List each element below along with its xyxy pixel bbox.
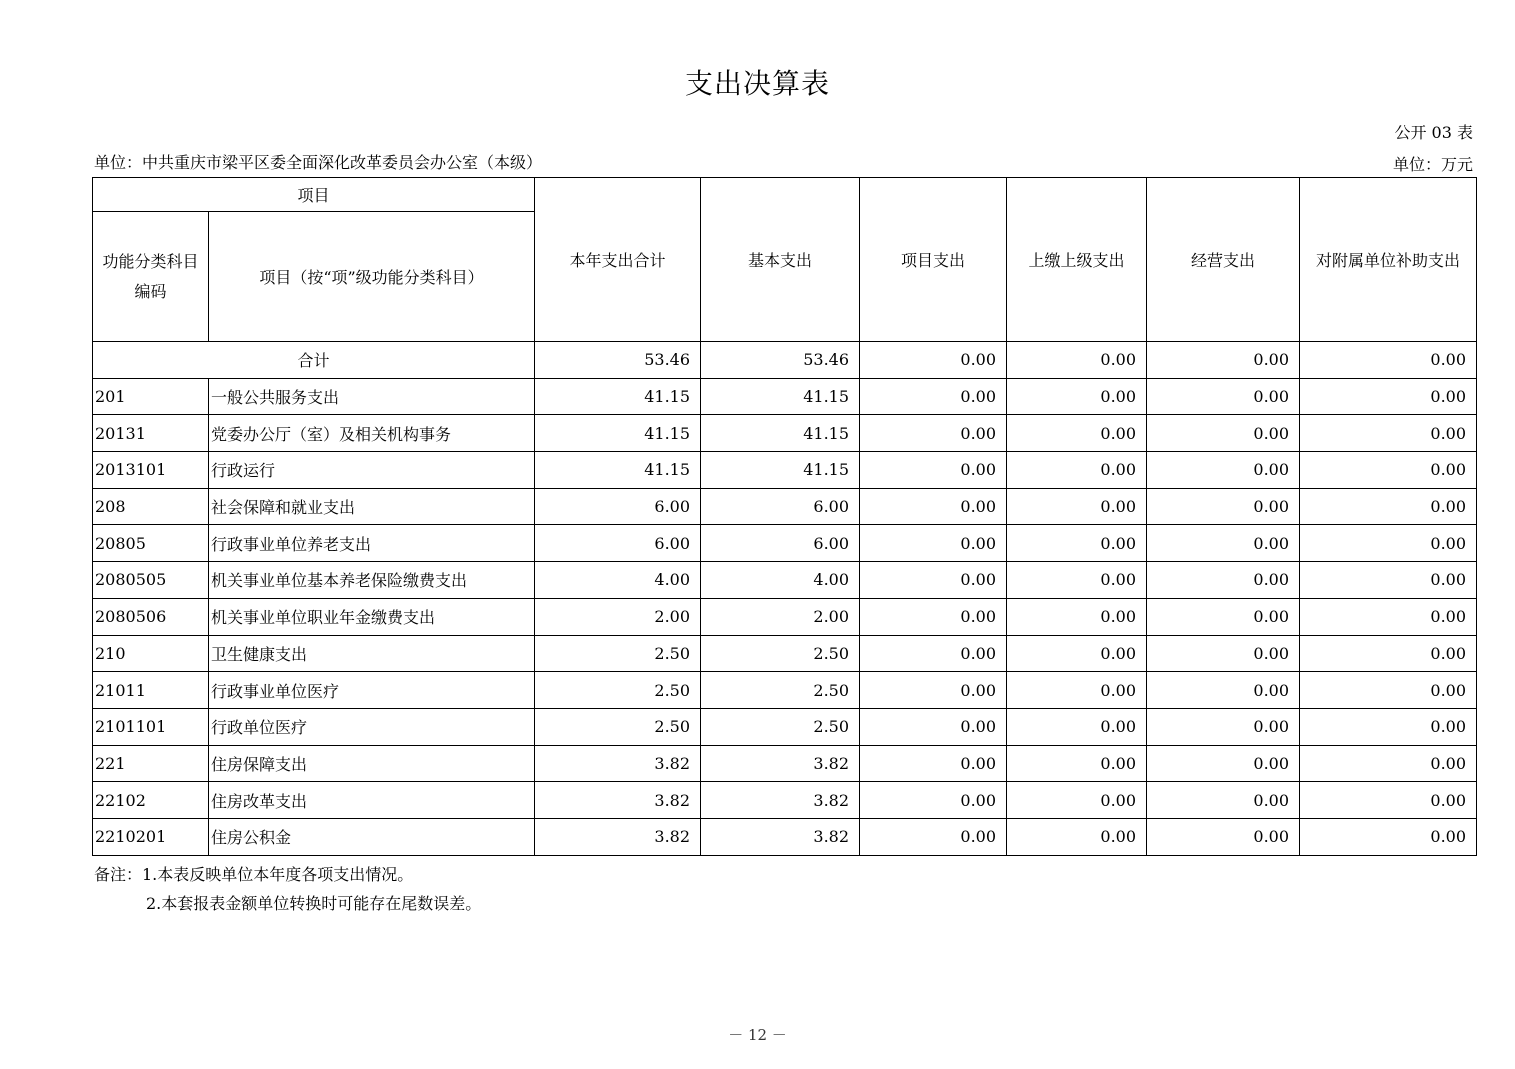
row-name: 住房保障支出 (209, 745, 535, 782)
row-code: 221 (93, 745, 209, 782)
table-row (93, 415, 1477, 452)
row-value: 4.00 (535, 562, 701, 599)
table-row (93, 488, 1477, 525)
row-value: 0.00 (1147, 672, 1300, 709)
row-code: 22102 (93, 782, 209, 819)
row-value: 0.00 (1300, 598, 1477, 635)
row-name: 住房改革支出 (209, 782, 535, 819)
row-value: 6.00 (535, 488, 701, 525)
row-code: 21011 (93, 672, 209, 709)
row-value: 3.82 (701, 818, 860, 855)
row-value: 0.00 (860, 818, 1007, 855)
expenditure-table (92, 177, 1477, 856)
total-value: 53.46 (701, 342, 860, 379)
row-value: 0.00 (1147, 818, 1300, 855)
row-value: 0.00 (1147, 488, 1300, 525)
row-value: 0.00 (1007, 562, 1147, 599)
row-value: 0.00 (1300, 525, 1477, 562)
row-name: 卫生健康支出 (209, 635, 535, 672)
notes (94, 860, 481, 918)
row-value: 0.00 (1300, 635, 1477, 672)
row-value: 0.00 (1147, 525, 1300, 562)
header-total: 本年支出合计 (535, 178, 701, 342)
header-subsidy: 对附属单位补助支出 (1300, 178, 1477, 342)
row-value: 0.00 (1147, 562, 1300, 599)
row-name: 住房公积金 (209, 818, 535, 855)
row-code: 2080506 (93, 598, 209, 635)
row-value: 0.00 (1300, 378, 1477, 415)
row-value: 0.00 (860, 782, 1007, 819)
row-value: 0.00 (860, 562, 1007, 599)
unit-organization: 单位：中共重庆市梁平区委全面深化改革委员会办公室（本级） (94, 153, 543, 172)
row-code: 20805 (93, 525, 209, 562)
row-value: 0.00 (860, 635, 1007, 672)
row-value: 6.00 (701, 488, 860, 525)
row-name: 行政事业单位医疗 (209, 672, 535, 709)
row-value: 2.50 (701, 635, 860, 672)
row-value: 0.00 (1147, 782, 1300, 819)
table-row (93, 672, 1477, 709)
row-code: 20131 (93, 415, 209, 452)
row-value: 6.00 (535, 525, 701, 562)
row-value: 3.82 (701, 745, 860, 782)
header-project: 项目 (93, 178, 535, 212)
row-name: 行政事业单位养老支出 (209, 525, 535, 562)
row-value: 0.00 (1300, 745, 1477, 782)
row-value: 0.00 (1007, 415, 1147, 452)
row-name: 社会保障和就业支出 (209, 488, 535, 525)
total-value: 53.46 (535, 342, 701, 379)
table-row (93, 818, 1477, 855)
row-value: 4.00 (701, 562, 860, 599)
row-value: 0.00 (1300, 672, 1477, 709)
row-name: 行政运行 (209, 452, 535, 489)
form-number: 公开 03 表 (1394, 123, 1473, 142)
row-value: 41.15 (535, 378, 701, 415)
page-number: － 12 － (728, 1026, 787, 1044)
table-row (93, 598, 1477, 635)
row-code: 2210201 (93, 818, 209, 855)
total-label: 合计 (93, 342, 535, 379)
row-name: 行政单位医疗 (209, 708, 535, 745)
row-value: 0.00 (1007, 672, 1147, 709)
row-value: 3.82 (701, 782, 860, 819)
total-value: 0.00 (1007, 342, 1147, 379)
page-title: 支出决算表 (684, 67, 830, 100)
table-row (93, 525, 1477, 562)
row-value: 6.00 (701, 525, 860, 562)
row-value: 3.82 (535, 745, 701, 782)
row-value: 0.00 (1147, 598, 1300, 635)
row-value: 0.00 (860, 525, 1007, 562)
row-value: 0.00 (1300, 452, 1477, 489)
row-value: 0.00 (860, 745, 1007, 782)
table-row (93, 378, 1477, 415)
row-code: 2101101 (93, 708, 209, 745)
header-basic: 基本支出 (701, 178, 860, 342)
total-value: 0.00 (1147, 342, 1300, 379)
row-value: 0.00 (1300, 818, 1477, 855)
total-value: 0.00 (860, 342, 1007, 379)
header-code: 功能分类科目编码 (93, 212, 209, 342)
row-value: 0.00 (1300, 782, 1477, 819)
row-value: 0.00 (860, 452, 1007, 489)
row-value: 0.00 (1007, 598, 1147, 635)
row-value: 2.50 (535, 635, 701, 672)
total-value: 0.00 (1300, 342, 1477, 379)
total-row (93, 342, 1477, 379)
row-value: 0.00 (1300, 415, 1477, 452)
row-code: 2013101 (93, 452, 209, 489)
row-value: 41.15 (701, 415, 860, 452)
row-value: 0.00 (1007, 452, 1147, 489)
row-value: 0.00 (860, 598, 1007, 635)
row-value: 0.00 (860, 672, 1007, 709)
row-code: 210 (93, 635, 209, 672)
row-value: 2.50 (701, 672, 860, 709)
row-value: 2.50 (535, 708, 701, 745)
row-value: 2.00 (701, 598, 860, 635)
row-value: 0.00 (860, 708, 1007, 745)
row-value: 41.15 (535, 452, 701, 489)
header-business: 经营支出 (1147, 178, 1300, 342)
row-value: 0.00 (1300, 488, 1477, 525)
row-value: 0.00 (1147, 378, 1300, 415)
row-value: 2.00 (535, 598, 701, 635)
row-value: 0.00 (1007, 818, 1147, 855)
row-code: 2080505 (93, 562, 209, 599)
row-code: 201 (93, 378, 209, 415)
row-value: 41.15 (701, 452, 860, 489)
row-value: 0.00 (1007, 708, 1147, 745)
table-row (93, 708, 1477, 745)
table-row (93, 745, 1477, 782)
row-value: 0.00 (1007, 745, 1147, 782)
table-row (93, 782, 1477, 819)
row-value: 0.00 (1007, 378, 1147, 415)
table-row (93, 562, 1477, 599)
row-name: 机关事业单位职业年金缴费支出 (209, 598, 535, 635)
row-value: 0.00 (1007, 782, 1147, 819)
row-value: 0.00 (1147, 452, 1300, 489)
row-value: 41.15 (535, 415, 701, 452)
row-value: 2.50 (535, 672, 701, 709)
row-value: 0.00 (860, 378, 1007, 415)
row-value: 0.00 (860, 415, 1007, 452)
note-2: 2.本套报表金额单位转换时可能存在尾数误差。 (146, 894, 482, 913)
row-value: 0.00 (1147, 415, 1300, 452)
row-value: 0.00 (1007, 635, 1147, 672)
row-code: 208 (93, 488, 209, 525)
unit-currency: 单位：万元 (1392, 155, 1473, 174)
row-value: 0.00 (1300, 708, 1477, 745)
row-value: 0.00 (860, 488, 1007, 525)
row-value: 0.00 (1007, 525, 1147, 562)
table-row (93, 635, 1477, 672)
row-value: 0.00 (1147, 745, 1300, 782)
row-value: 3.82 (535, 818, 701, 855)
header-row-top (93, 178, 1477, 212)
row-value: 0.00 (1147, 635, 1300, 672)
table-row (93, 452, 1477, 489)
header-project-expense: 项目支出 (860, 178, 1007, 342)
header-name: 项目（按“项”级功能分类科目） (209, 212, 535, 342)
row-name: 机关事业单位基本养老保险缴费支出 (209, 562, 535, 599)
row-name: 一般公共服务支出 (209, 378, 535, 415)
row-value: 41.15 (701, 378, 860, 415)
row-value: 3.82 (535, 782, 701, 819)
header-upper-level: 上缴上级支出 (1007, 178, 1147, 342)
row-value: 0.00 (1147, 708, 1300, 745)
row-name: 党委办公厅（室）及相关机构事务 (209, 415, 535, 452)
row-value: 0.00 (1300, 562, 1477, 599)
note-1: 备注：1.本表反映单位本年度各项支出情况。 (94, 865, 414, 884)
row-value: 0.00 (1007, 488, 1147, 525)
row-value: 2.50 (701, 708, 860, 745)
